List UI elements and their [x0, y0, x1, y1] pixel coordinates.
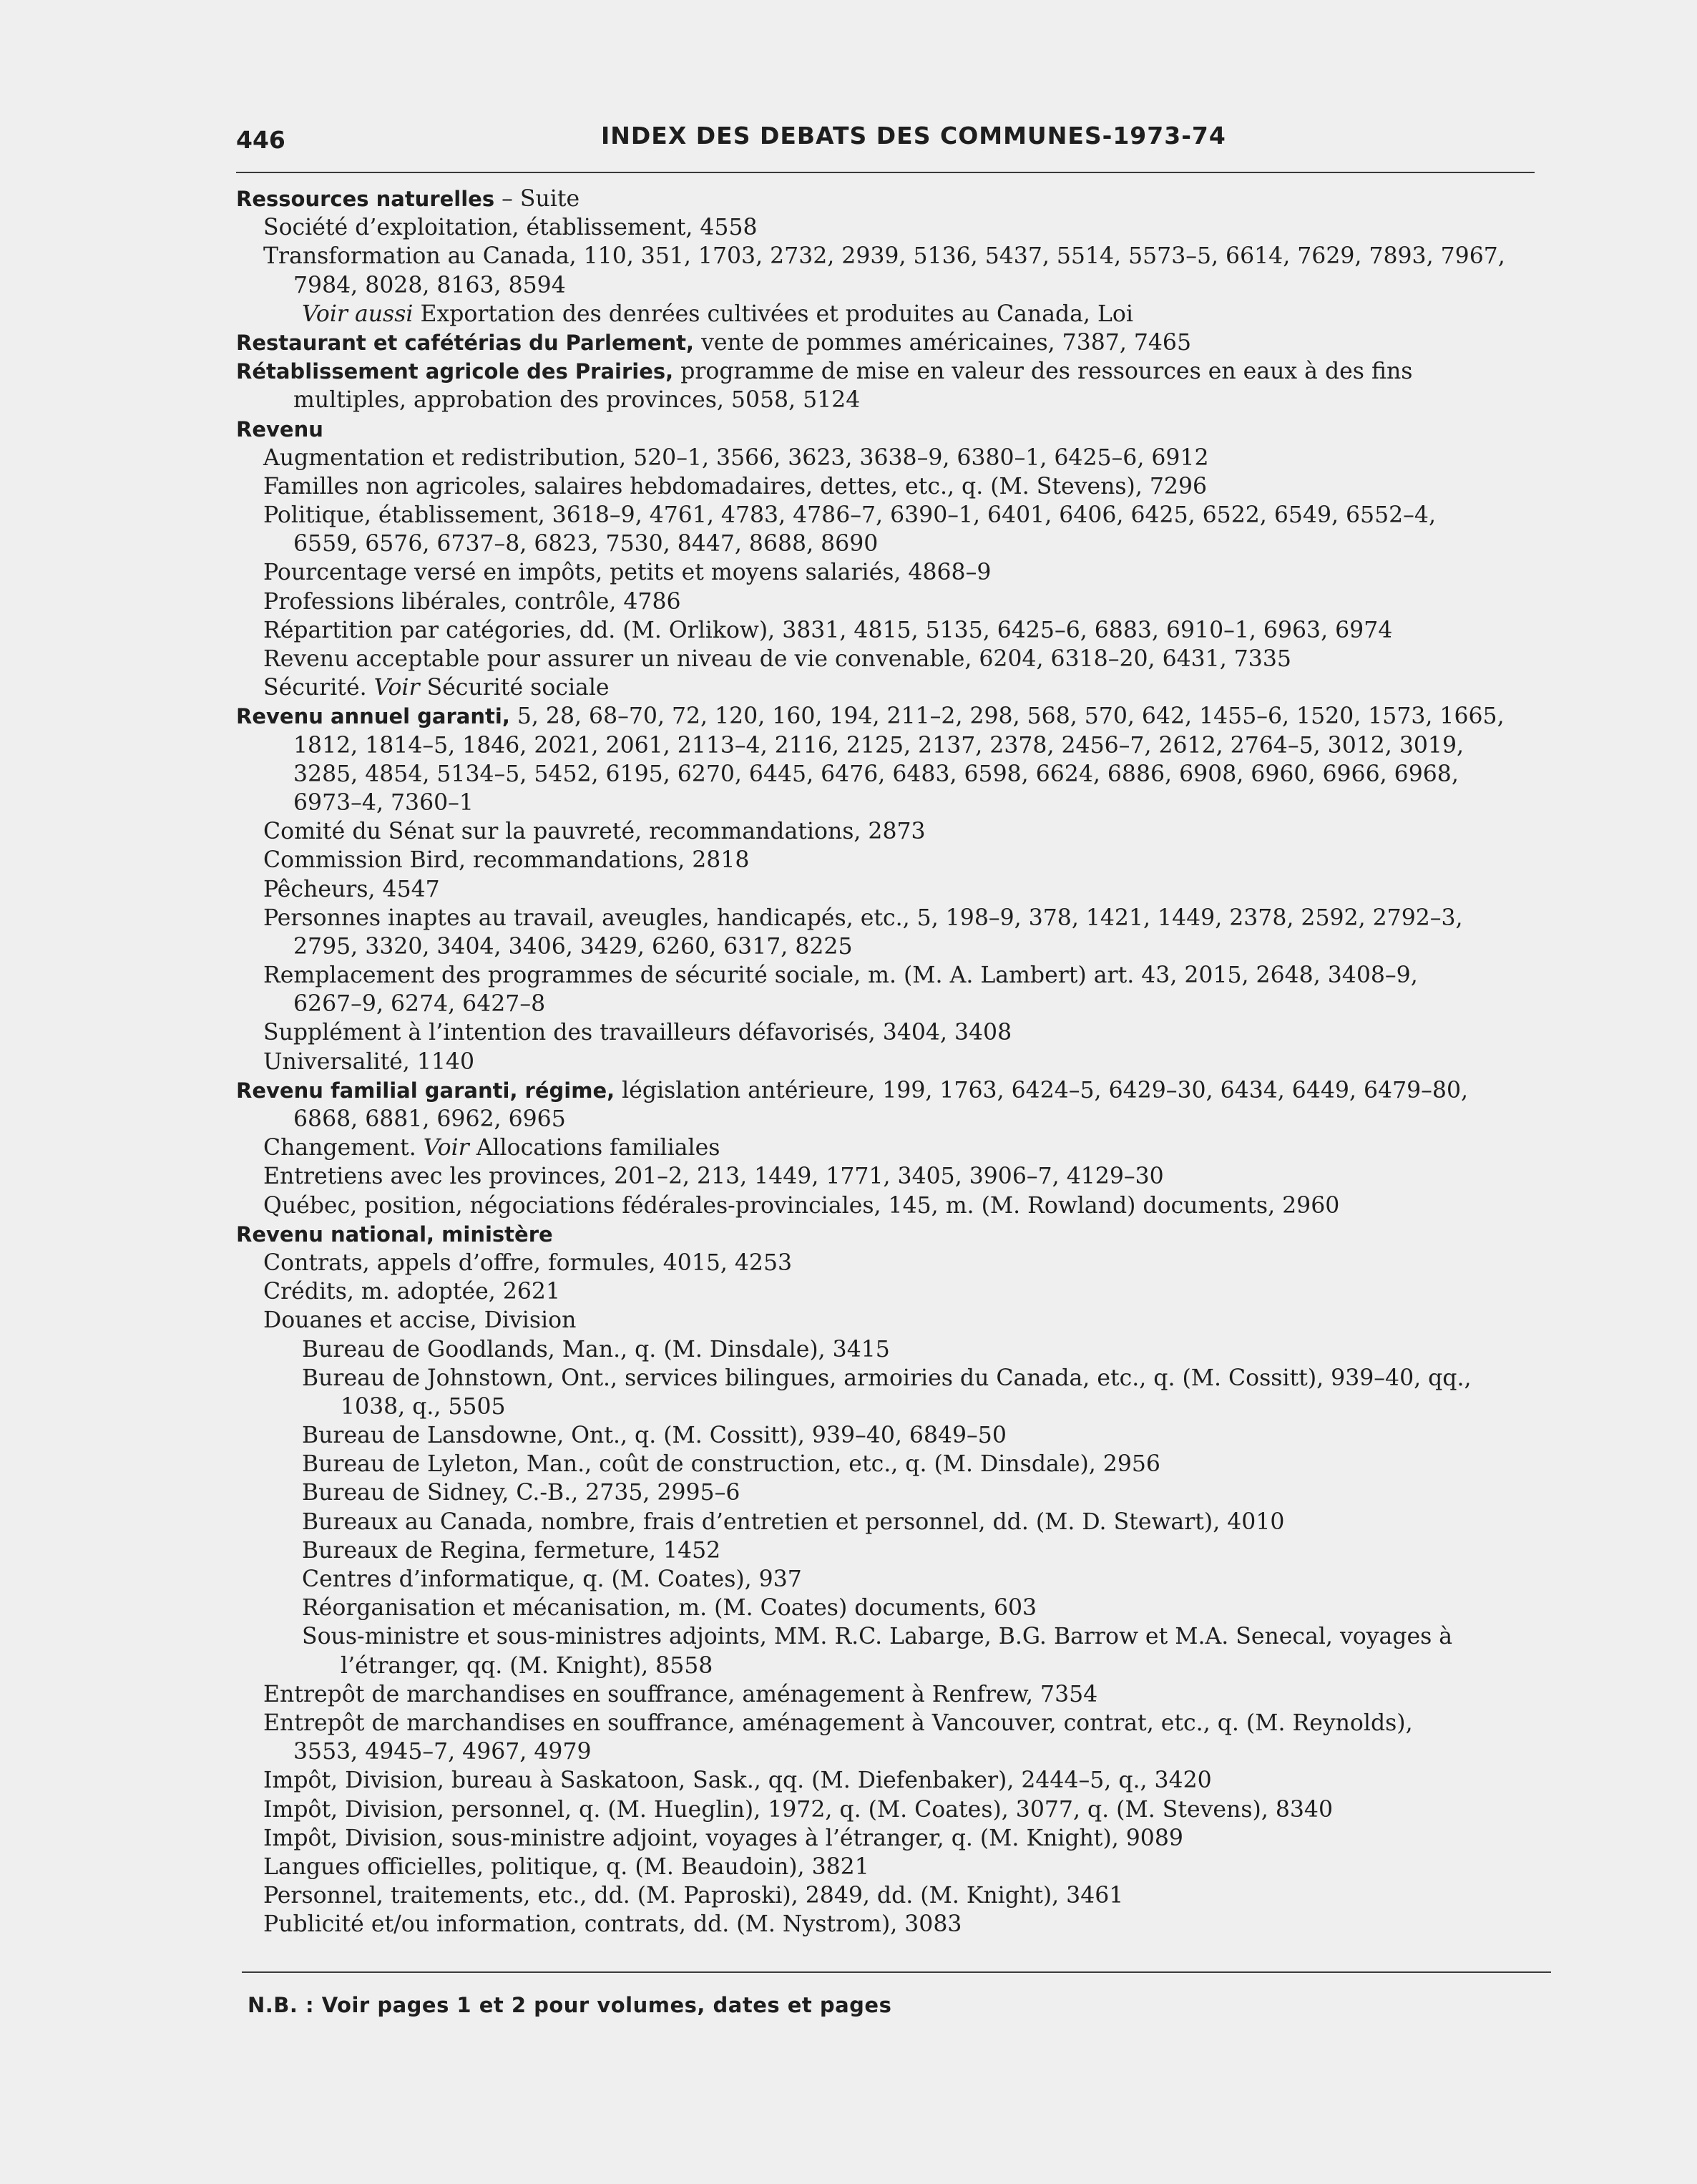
index-subentry	[236, 1508, 1552, 1536]
index-subentry	[236, 1652, 1552, 1680]
index-subentry	[236, 1795, 1552, 1824]
entry-text: Bureau de Lansdowne, Ont., q. (M. Cossitt), 939–40, 6849–50	[302, 1423, 1007, 1449]
index-subentry	[236, 271, 1552, 300]
index-subentry	[236, 1335, 1552, 1364]
index-subentry	[236, 932, 1552, 961]
entry-text: Impôt, Division, bureau à Saskatoon, Sask., qq. (M. Diefenbaker), 2444–5, q., 3420	[263, 1768, 1212, 1794]
index-subentry	[236, 444, 1552, 472]
index-subentry	[236, 616, 1552, 645]
entry-text: Comité du Sénat sur la pauvreté, recommandations, 2873	[263, 819, 926, 845]
entry-prefix-text: Changement.	[263, 1135, 424, 1161]
index-subentry	[236, 673, 1552, 702]
entry-text: Revenu acceptable pour assurer un niveau de vie convenable, 6204, 6318–20, 6431, 7335	[263, 646, 1291, 672]
entry-heading-text: Rétablissement agricole des Prairies,	[236, 359, 674, 384]
index-subentry	[236, 961, 1552, 990]
index-subentry	[236, 731, 1552, 760]
entry-text: Transformation au Canada, 110, 351, 1703, 2732, 2939, 5136, 5437, 5514, 5573–5, 6614, 7629, 7893, 7967,	[263, 243, 1505, 270]
entry-text: l’étranger, qq. (M. Knight), 8558	[341, 1652, 713, 1679]
entry-text: Crédits, m. adoptée, 2621	[263, 1279, 560, 1305]
entry-text: législation antérieure, 199, 1763, 6424–5, 6429–30, 6434, 6449, 6479–80,	[615, 1077, 1469, 1103]
index-subentry	[236, 990, 1552, 1018]
index-entry-heading	[236, 1220, 1552, 1249]
entry-text: 6267–9, 6274, 6427–8	[293, 991, 546, 1018]
entry-text: 6868, 6881, 6962, 6965	[293, 1106, 566, 1132]
index-subentry	[236, 1565, 1552, 1594]
entry-text: Personnes inaptes au travail, aveugles, handicapés, etc., 5, 198–9, 378, 1421, 1449, 2378, 2592, 2792–3,	[263, 905, 1463, 931]
entry-heading-text: Revenu national, ministère	[236, 1222, 553, 1247]
index-entry-heading	[236, 1076, 1552, 1105]
entry-text: Impôt, Division, sous-ministre adjoint, voyages à l’étranger, q. (M. Knight), 9089	[263, 1825, 1183, 1851]
entry-text: Bureau de Sidney, C.-B., 2735, 2995–6	[302, 1480, 740, 1506]
entry-text: Québec, position, négociations fédérales-provinciales, 145, m. (M. Rowland) documents, 2960	[263, 1192, 1340, 1219]
index-subentry	[236, 1421, 1552, 1450]
index-subentry	[236, 1737, 1552, 1766]
entry-text: Exportation des denrées cultivées et produites au Canada, Loi	[413, 301, 1133, 327]
entry-prefix-text: Sécurité.	[263, 675, 374, 701]
entry-heading-text: Revenu familial garanti, régime,	[236, 1078, 615, 1103]
index-subentry	[236, 875, 1552, 904]
index-subentry	[236, 1191, 1552, 1220]
entry-text: Supplément à l’intention des travailleurs défavorisés, 3404, 3408	[263, 1020, 1012, 1046]
entry-text: 3285, 4854, 5134–5, 5452, 6195, 6270, 6445, 6476, 6483, 6598, 6624, 6886, 6908, 6960, 6966, 6968,	[293, 761, 1459, 787]
index-subentry	[236, 1162, 1552, 1191]
entry-text: Universalité, 1140	[263, 1048, 474, 1075]
entry-text: Entretiens avec les provinces, 201–2, 213, 1449, 1771, 3405, 3906–7, 4129–30	[263, 1164, 1164, 1190]
index-subentry	[236, 645, 1552, 673]
entry-text: Commission Bird, recommandations, 2818	[263, 847, 750, 874]
entry-text: Langues officielles, politique, q. (M. Beaudoin), 3821	[263, 1853, 869, 1880]
page-header	[236, 122, 1545, 165]
entry-text: Bureau de Goodlands, Man., q. (M. Dinsdale), 3415	[302, 1336, 890, 1362]
entry-text: Bureaux au Canada, nombre, frais d’entretien et personnel, dd. (M. D. Stewart), 4010	[302, 1508, 1285, 1535]
entry-text: Douanes et accise, Division	[263, 1307, 577, 1334]
index-subentry	[236, 1853, 1552, 1881]
entry-text: multiples, approbation des provinces, 5058, 5124	[293, 387, 861, 414]
entry-text: 7984, 8028, 8163, 8594	[293, 272, 566, 298]
entry-text: 1038, q., 5505	[341, 1393, 506, 1420]
index-subentry	[236, 1018, 1552, 1047]
entry-text: Centres d’informatique, q. (M. Coates), 937	[302, 1566, 802, 1592]
entry-text: Société d’exploitation, établissement, 4558	[263, 215, 758, 241]
entry-text: Publicité et/ou information, contrats, dd. (M. Nystrom), 3083	[263, 1911, 962, 1938]
entry-text: 3553, 4945–7, 4967, 4979	[293, 1739, 592, 1765]
entry-text: Pourcentage versé en impôts, petits et moyens salariés, 4868–9	[263, 560, 992, 586]
entry-text: Réorganisation et mécanisation, m. (M. Coates) documents, 603	[302, 1595, 1037, 1622]
entry-text: 5, 28, 68–70, 72, 120, 160, 194, 211–2, 298, 568, 570, 642, 1455–6, 1520, 1573, 1665,	[509, 703, 1505, 730]
entry-text: Pêcheurs, 4547	[263, 876, 440, 902]
index-subentry	[236, 1680, 1552, 1709]
entry-heading-text: Restaurant et cafétérias du Parlement,	[236, 330, 695, 355]
entry-heading-text: Revenu	[236, 416, 323, 442]
index-entry-heading	[236, 185, 1552, 213]
index-entry-heading	[236, 357, 1552, 386]
entry-heading-text: Revenu annuel garanti,	[236, 704, 510, 729]
entry-text: Personnel, traitements, etc., dd. (M. Paproski), 2849, dd. (M. Knight), 3461	[263, 1883, 1124, 1909]
entry-text: Augmentation et redistribution, 520–1, 3566, 3623, 3638–9, 6380–1, 6425–6, 6912	[263, 444, 1209, 471]
index-entry-heading	[236, 415, 1552, 444]
index-subentry	[236, 1134, 1552, 1162]
index-subentry	[236, 846, 1552, 874]
entry-text: Contrats, appels d’offre, formules, 4015, 4253	[263, 1249, 793, 1276]
entry-text: Sécurité sociale	[419, 675, 610, 701]
entry-text: – Suite	[494, 186, 580, 212]
entry-text: Professions libérales, contrôle, 4786	[263, 588, 681, 615]
index-subentry	[236, 1622, 1552, 1651]
index-subentry	[236, 904, 1552, 932]
index-subentry	[236, 588, 1552, 616]
index-subentry	[236, 1881, 1552, 1910]
entry-text: Répartition par catégories, dd. (M. Orlikow), 3831, 4815, 5135, 6425–6, 6883, 6910–1, 6963, 6974	[263, 617, 1393, 643]
entry-text: 6973–4, 7360–1	[293, 789, 474, 816]
index-entry-heading	[236, 702, 1552, 731]
entry-text: Sous-ministre et sous-ministres adjoints, MM. R.C. Labarge, B.G. Barrow et M.A. Senecal, voyages à	[302, 1624, 1453, 1650]
index-subentry	[236, 760, 1552, 789]
index-subentry	[236, 1249, 1552, 1277]
index-subentry	[236, 300, 1552, 328]
entry-text: Bureau de Lyleton, Man., coût de construction, etc., q. (M. Dinsdale), 2956	[302, 1451, 1160, 1478]
index-subentry	[236, 213, 1552, 242]
cross-reference-label: Voir aussi	[302, 301, 414, 327]
index-subentry	[236, 1393, 1552, 1421]
index-subentry	[236, 1105, 1552, 1134]
index-subentry	[236, 472, 1552, 501]
entry-text: 6559, 6576, 6737–8, 6823, 7530, 8447, 8688, 8690	[293, 531, 879, 557]
index-subentry	[236, 1594, 1552, 1622]
entry-text: Impôt, Division, personnel, q. (M. Hueglin), 1972, q. (M. Coates), 3077, q. (M. Stevens), 8340	[263, 1796, 1334, 1823]
index-subentry	[236, 817, 1552, 846]
index-subentry	[236, 386, 1552, 414]
entry-text: Politique, établissement, 3618–9, 4761, 4783, 4786–7, 6390–1, 6401, 6406, 6425, 6522, 6549, 6552–4,	[263, 502, 1436, 529]
page-title: INDEX DES DEBATS DES COMMUNES-1973-74	[601, 122, 1226, 150]
cross-reference-label: Voir	[423, 1135, 469, 1161]
index-subentry	[236, 242, 1552, 270]
index-subentry	[236, 1709, 1552, 1737]
entry-text: programme de mise en valeur des ressources en eaux à des fins	[673, 359, 1413, 385]
entry-text: Entrepôt de marchandises en souffrance, aménagement à Vancouver, contrat, etc., q. (M. Reynolds),	[263, 1710, 1413, 1736]
entry-text: Allocations familiales	[469, 1135, 720, 1161]
entry-heading-text: Ressources naturelles	[236, 187, 495, 211]
index-subentry	[236, 1536, 1552, 1565]
index-subentry	[236, 1048, 1552, 1076]
entry-text: 1812, 1814–5, 1846, 2021, 2061, 2113–4, 2116, 2125, 2137, 2378, 2456–7, 2612, 2764–5, 3012, 3019,	[293, 732, 1464, 759]
entry-text: Familles non agricoles, salaires hebdomadaires, dettes, etc., q. (M. Stevens), 7296	[263, 473, 1208, 499]
index-subentry	[236, 530, 1552, 558]
index-entry-heading	[236, 328, 1552, 357]
index-subentry	[236, 1824, 1552, 1853]
footer-note: N.B. : Voir pages 1 et 2 pour volumes, dates et pages	[248, 1993, 892, 2017]
page-number: 446	[236, 126, 285, 154]
entry-text: Bureaux de Regina, fermeture, 1452	[302, 1537, 721, 1564]
entry-text: Bureau de Johnstown, Ont., services bilingues, armoiries du Canada, etc., q. (M. Cossitt), 939–40, qq.,	[302, 1365, 1472, 1391]
footer-rule	[242, 1971, 1551, 1973]
entry-text: Remplacement des programmes de sécurité sociale, m. (M. A. Lambert) art. 43, 2015, 2648, 3408–9,	[263, 962, 1418, 989]
index-subentry	[236, 501, 1552, 530]
index-subentry	[236, 1277, 1552, 1306]
index-subentry	[236, 789, 1552, 817]
index-subentry	[236, 1364, 1552, 1393]
index-body	[236, 185, 1552, 1939]
entry-text: Entrepôt de marchandises en souffrance, aménagement à Renfrew, 7354	[263, 1681, 1098, 1707]
index-subentry	[236, 1306, 1552, 1335]
cross-reference-label: Voir	[373, 675, 420, 701]
index-subentry	[236, 1450, 1552, 1478]
entry-text: 2795, 3320, 3404, 3406, 3429, 6260, 6317, 8225	[293, 933, 853, 960]
index-subentry	[236, 1910, 1552, 1939]
entry-text: vente de pommes américaines, 7387, 7465	[694, 329, 1192, 356]
index-subentry	[236, 558, 1552, 587]
index-subentry	[236, 1766, 1552, 1795]
index-subentry	[236, 1478, 1552, 1507]
header-rule	[236, 172, 1535, 173]
